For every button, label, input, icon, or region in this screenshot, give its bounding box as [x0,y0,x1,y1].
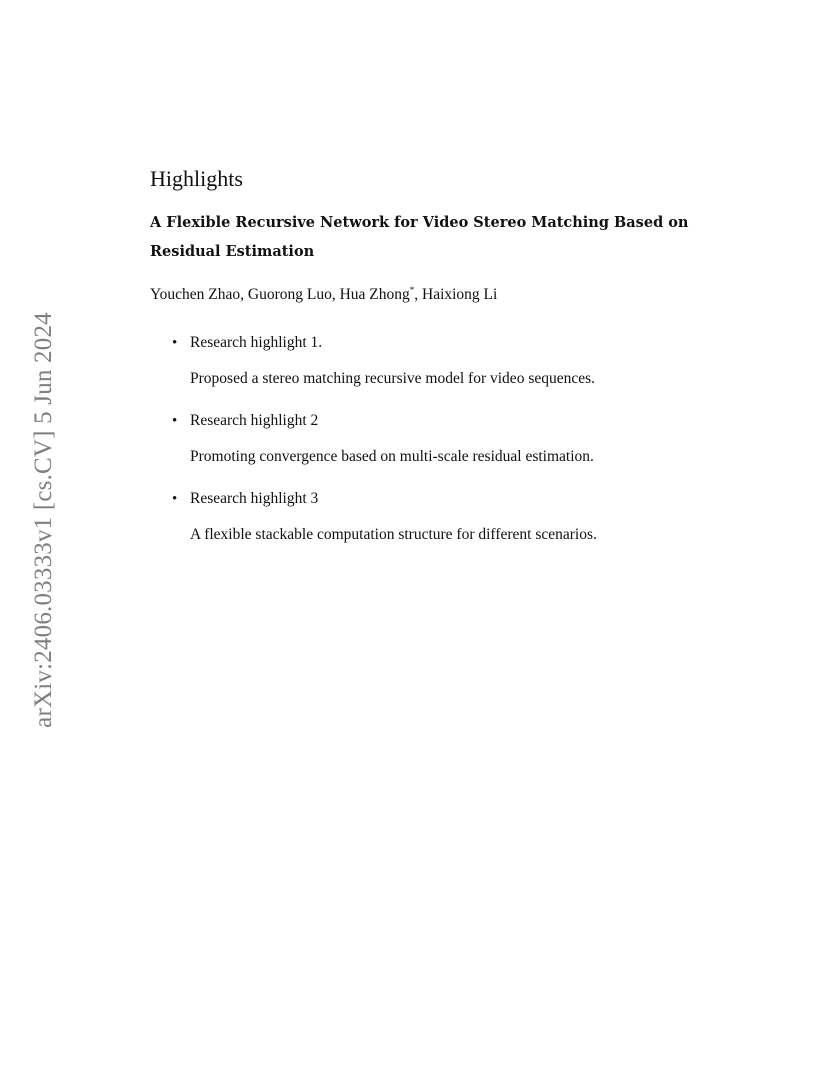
highlights-list [150,332,710,546]
section-heading: Highlights [150,166,243,191]
bullet-icon: • [172,413,178,429]
highlights-page [150,164,710,566]
arxiv-identifier: arXiv:2406.03333v1 [cs.CV] 5 Jun 2024 [30,312,57,728]
author-list [150,284,710,306]
highlight-description: Proposed a stereo matching recursive model for video sequences. [190,370,596,387]
bullet-icon: • [172,491,178,507]
authors-text-before: Youchen Zhao, Guorong Luo, Hua Zhong [150,286,410,303]
authors-text-after: , Haixiong Li [414,286,498,303]
highlight-description: A flexible stackable computation structure for different scenarios. [190,526,597,543]
highlight-item-2 [150,410,710,468]
corresponding-author-mark: * [409,284,415,295]
highlight-item-3 [150,488,710,546]
highlight-item-1 [150,332,710,390]
highlight-label: Research highlight 3 [190,490,319,507]
bullet-icon: • [172,335,178,351]
paper-title: A Flexible Recursive Network for Video Stereo Matching Based on Residual Estimation [150,214,689,260]
highlight-description: Promoting convergence based on multi-scale residual estimation. [190,448,594,465]
highlight-label: Research highlight 2 [190,412,319,429]
highlight-label: Research highlight 1. [190,334,323,351]
